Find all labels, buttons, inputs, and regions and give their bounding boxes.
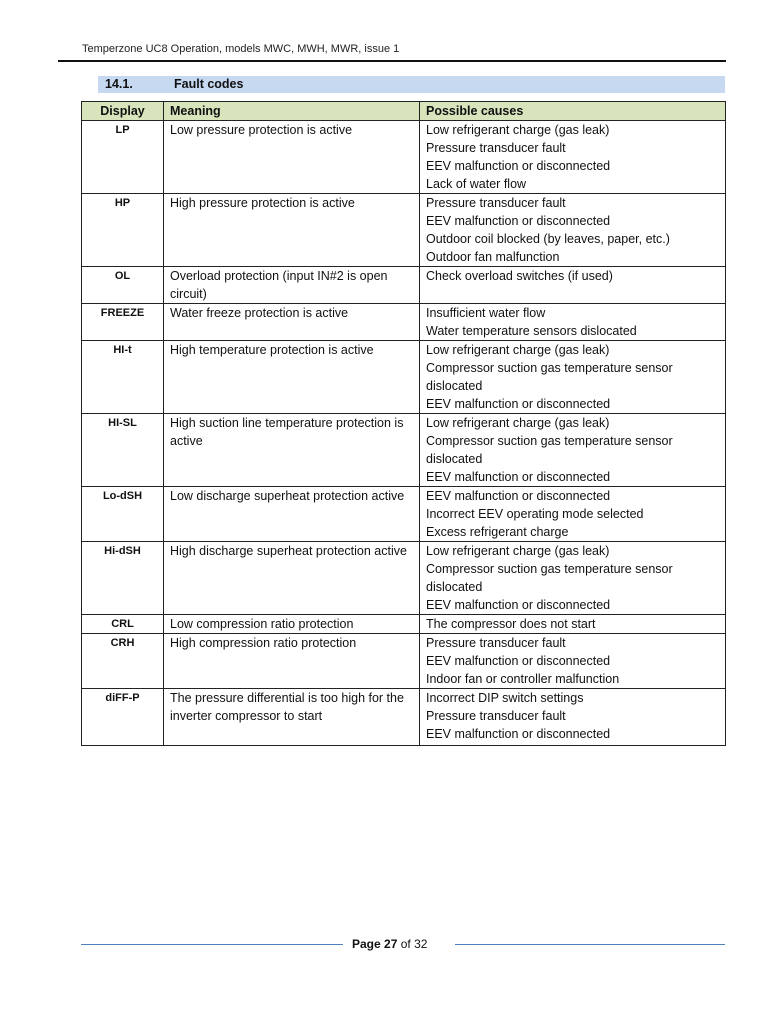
cause-item: Water temperature sensors dislocated — [426, 324, 637, 338]
fault-causes — [420, 194, 726, 267]
cause-item: EEV malfunction or disconnected — [426, 598, 611, 612]
fault-code: LP — [82, 121, 164, 194]
column-header-meaning: Meaning — [164, 102, 420, 121]
table-row — [82, 341, 726, 414]
table-row — [82, 487, 726, 542]
cause-item: Incorrect DIP switch settings — [426, 691, 584, 705]
table-row — [82, 194, 726, 267]
fault-meaning: High compression ratio protection — [164, 634, 420, 689]
fault-codes-table — [81, 101, 726, 746]
current-page: 27 — [384, 937, 398, 951]
cause-item: Lack of water flow — [426, 177, 527, 191]
footer-rule-left — [81, 944, 343, 945]
cause-item: Pressure transducer fault — [426, 709, 566, 723]
cause-item: EEV malfunction or disconnected — [426, 654, 611, 668]
footer-rule-right — [455, 944, 725, 945]
fault-code: CRH — [82, 634, 164, 689]
table-header-row — [82, 102, 726, 121]
cause-item: Incorrect EEV operating mode selected — [426, 507, 644, 521]
cause-item: Insufficient water flow — [426, 306, 546, 320]
section-number: 14.1. — [105, 77, 133, 91]
fault-causes — [420, 615, 726, 634]
fault-causes — [420, 341, 726, 414]
fault-code: CRL — [82, 615, 164, 634]
fault-code: HI-SL — [82, 414, 164, 487]
cause-item: Outdoor coil blocked (by leaves, paper, etc.) — [426, 232, 670, 246]
cause-item: EEV malfunction or disconnected — [426, 214, 611, 228]
fault-causes — [420, 487, 726, 542]
table-row — [82, 689, 726, 746]
cause-item: Low refrigerant charge (gas leak) — [426, 416, 610, 430]
fault-meaning: Water freeze protection is active — [164, 304, 420, 341]
cause-item: Pressure transducer fault — [426, 141, 566, 155]
of-label: of — [400, 937, 411, 951]
cause-item: Outdoor fan malfunction — [426, 250, 560, 264]
document-header: Temperzone UC8 Operation, models MWC, MWH, MWR, issue 1 — [82, 43, 400, 55]
section-title: Fault codes — [174, 77, 244, 91]
cause-item: Check overload switches (if used) — [426, 269, 613, 283]
section-heading — [98, 76, 725, 93]
fault-code: diFF-P — [82, 689, 164, 746]
cause-item: Excess refrigerant charge — [426, 525, 569, 539]
fault-causes — [420, 121, 726, 194]
cause-item: The compressor does not start — [426, 617, 596, 631]
table-row — [82, 615, 726, 634]
fault-causes — [420, 304, 726, 341]
fault-code: HI-t — [82, 341, 164, 414]
cause-item: EEV malfunction or disconnected — [426, 159, 611, 173]
cause-item: EEV malfunction or disconnected — [426, 397, 611, 411]
fault-meaning: High discharge superheat protection active — [164, 542, 420, 615]
fault-causes — [420, 267, 726, 304]
table-row — [82, 542, 726, 615]
table-row — [82, 267, 726, 304]
column-header-causes: Possible causes — [420, 102, 726, 121]
fault-meaning: Low compression ratio protection — [164, 615, 420, 634]
table-row — [82, 304, 726, 341]
column-header-display: Display — [82, 102, 164, 121]
cause-item: EEV malfunction or disconnected — [426, 727, 611, 741]
fault-meaning: High pressure protection is active — [164, 194, 420, 267]
fault-meaning: Low pressure protection is active — [164, 121, 420, 194]
cause-item: Low refrigerant charge (gas leak) — [426, 343, 610, 357]
page-number — [352, 937, 427, 951]
page-label: Page — [352, 937, 381, 951]
fault-causes — [420, 689, 726, 746]
fault-code: OL — [82, 267, 164, 304]
cause-item: Compressor suction gas temperature sensor dislocated — [426, 361, 673, 393]
fault-causes — [420, 634, 726, 689]
fault-code: FREEZE — [82, 304, 164, 341]
fault-meaning: The pressure differential is too high for the inverter compressor to start — [164, 689, 420, 746]
fault-code: Lo-dSH — [82, 487, 164, 542]
fault-causes — [420, 542, 726, 615]
cause-item: EEV malfunction or disconnected — [426, 489, 611, 503]
fault-meaning: Low discharge superheat protection active — [164, 487, 420, 542]
fault-meaning: High suction line temperature protection is active — [164, 414, 420, 487]
total-pages: 32 — [414, 937, 428, 951]
cause-item: Compressor suction gas temperature sensor dislocated — [426, 562, 673, 594]
cause-item: Compressor suction gas temperature sensor dislocated — [426, 434, 673, 466]
cause-item: Low refrigerant charge (gas leak) — [426, 123, 610, 137]
fault-meaning: High temperature protection is active — [164, 341, 420, 414]
cause-item: Low refrigerant charge (gas leak) — [426, 544, 610, 558]
cause-item: Pressure transducer fault — [426, 636, 566, 650]
fault-meaning: Overload protection (input IN#2 is open circuit) — [164, 267, 420, 304]
table-row — [82, 414, 726, 487]
cause-item: Pressure transducer fault — [426, 196, 566, 210]
fault-code: Hi-dSH — [82, 542, 164, 615]
table-row — [82, 634, 726, 689]
cause-item: EEV malfunction or disconnected — [426, 470, 611, 484]
header-rule — [58, 60, 726, 62]
fault-causes — [420, 414, 726, 487]
cause-item: Indoor fan or controller malfunction — [426, 672, 620, 686]
fault-code: HP — [82, 194, 164, 267]
table-row — [82, 121, 726, 194]
